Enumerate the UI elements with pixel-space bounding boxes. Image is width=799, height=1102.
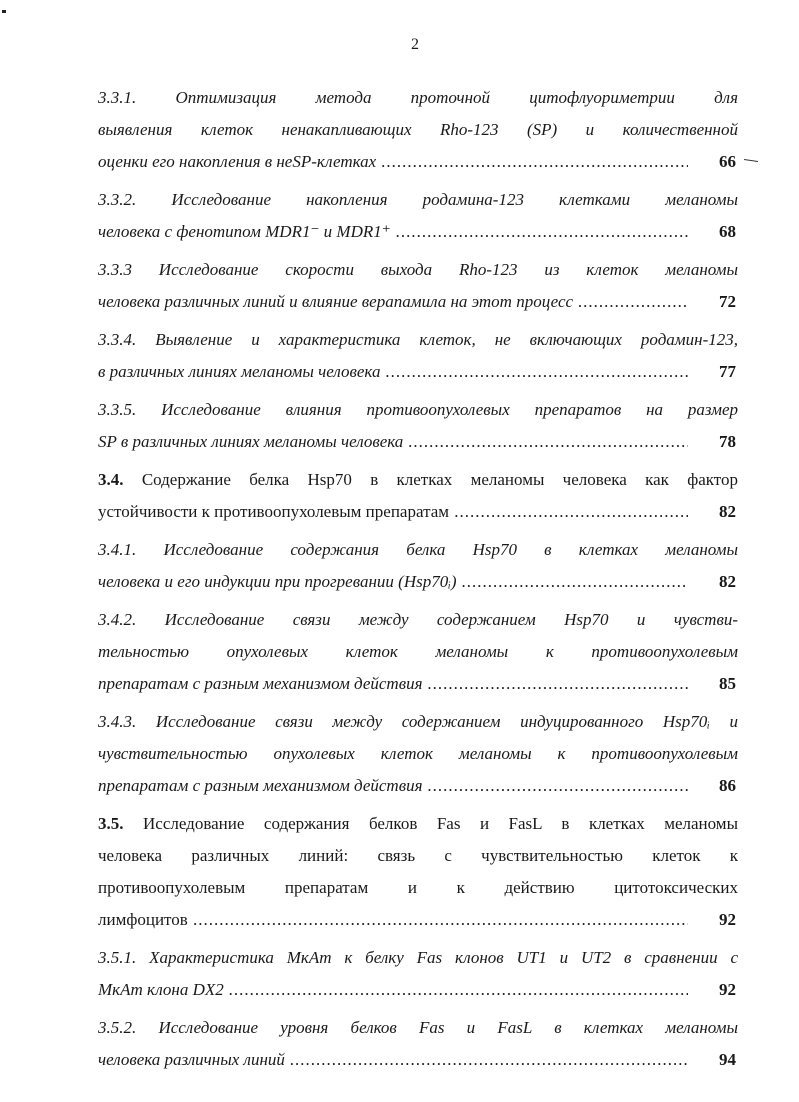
page-ref: 92 [719,910,736,929]
table-of-contents [98,82,738,1082]
toc-entry[interactable] [98,604,738,700]
toc-last-line [98,770,738,802]
toc-line: 3.3.5. Исследование влияния противоопухолевых препаратов на размер [98,400,738,419]
toc-line: МкАт клона DX2 ..... [98,974,688,1006]
page-ref: 92 [719,980,736,999]
toc-line: 3.5.2. Исследование уровня белков Fas и FasL в клетках меланомы [98,1018,738,1037]
toc-line: 3.4.3. Исследование связи между содержанием индуцированного Hsp70ᵢ и [98,712,738,731]
page-ref: 86 [719,776,736,795]
toc-line: 3.3.4. Выявление и характеристика клеток, не включающих родамин-123, [98,330,738,349]
toc-last-line [98,286,738,318]
toc-line: человека различных линий ..... [98,1044,688,1076]
section-number: 3.4. [98,470,124,489]
scan-mark [2,10,6,13]
toc-line: человека различных линий и влияние верапамила на этот процесс ..... [98,286,688,318]
toc-last-line [98,1044,738,1076]
page-ref: 72 [719,292,736,311]
toc-line: 3.3.3 Исследование скорости выхода Rho-123 из клеток меланомы [98,260,738,279]
toc-line: лимфоцитов ..... [98,904,688,936]
toc-entry[interactable] [98,706,738,802]
page-ref: 82 [719,502,736,521]
toc-line: человека различных линий: связь с чувствительностью клеток к [98,846,738,865]
toc-last-line [98,668,738,700]
toc-section-entry[interactable] [98,464,738,528]
toc-line-text: Исследование содержания белков Fas и FasL в клетках меланомы [143,814,738,833]
toc-line [98,808,738,840]
toc-line: противоопухолевым препаратам и к действию цитотоксических [98,878,738,897]
toc-entry[interactable] [98,534,738,598]
toc-line: препаратам с разным механизмом действия ..... [98,668,688,700]
page-ref: 77 [719,362,736,381]
toc-entry[interactable] [98,254,738,318]
toc-line: чувствительностью опухолевых клеток меланомы к противоопухолевым [98,744,738,763]
toc-line: человека с фенотипом MDR1⁻ и MDR1⁺ ..... [98,216,688,248]
toc-entry[interactable] [98,394,738,458]
page-ref: 68 [719,222,736,241]
toc-line: 3.5.1. Характеристика МкАт к белку Fas клонов UT1 и UT2 в сравнении с [98,948,738,967]
toc-last-line [98,974,738,1006]
page-ref: 78 [719,432,736,451]
page-ref: 85 [719,674,736,693]
toc-line: оценки его накопления в неSP-клетках ..... [98,146,688,178]
toc-section-entry[interactable] [98,808,738,936]
toc-line: тельностью опухолевых клеток меланомы к противоопухолевым [98,642,738,661]
page-ref: 66 [719,152,736,171]
toc-entry[interactable] [98,324,738,388]
toc-line: 3.3.2. Исследование накопления родамина-123 клетками меланомы [98,190,738,209]
toc-line: человека и его индукции при прогревании (Hsp70ᵢ) ..... [98,566,688,598]
toc-line [98,464,738,496]
toc-line: препаратам с разным механизмом действия ..... [98,770,688,802]
toc-last-line [98,496,738,528]
toc-line-text: Содержание белка Hsp70 в клетках меланомы человека как фактор [141,470,738,489]
page-number: 2 [411,36,419,53]
toc-line: в различных линиях меланомы человека ..... [98,356,688,388]
pen-tick [744,159,758,162]
section-number: 3.5. [98,814,124,833]
toc-entry[interactable] [98,1012,738,1076]
toc-last-line [98,216,738,248]
toc-entry[interactable] [98,184,738,248]
toc-last-line [98,426,738,458]
toc-line: 3.3.1. Оптимизация метода проточной цитофлуориметрии для [98,88,738,107]
toc-last-line [98,146,738,178]
page-ref: 94 [719,1050,736,1069]
toc-last-line [98,356,738,388]
toc-line: SP в различных линиях меланомы человека ..... [98,426,688,458]
toc-line: 3.4.2. Исследование связи между содержанием Hsp70 и чувстви- [98,610,738,629]
toc-entry[interactable] [98,82,738,178]
toc-line: выявления клеток ненакапливающих Rho-123 (SP) и количественной [98,120,738,139]
toc-last-line [98,566,738,598]
toc-line: 3.4.1. Исследование содержания белка Hsp70 в клетках меланомы [98,540,738,559]
page-ref: 82 [719,572,736,591]
toc-line: устойчивости к противоопухолевым препаратам ..... [98,496,688,528]
toc-last-line [98,904,738,936]
toc-entry[interactable] [98,942,738,1006]
